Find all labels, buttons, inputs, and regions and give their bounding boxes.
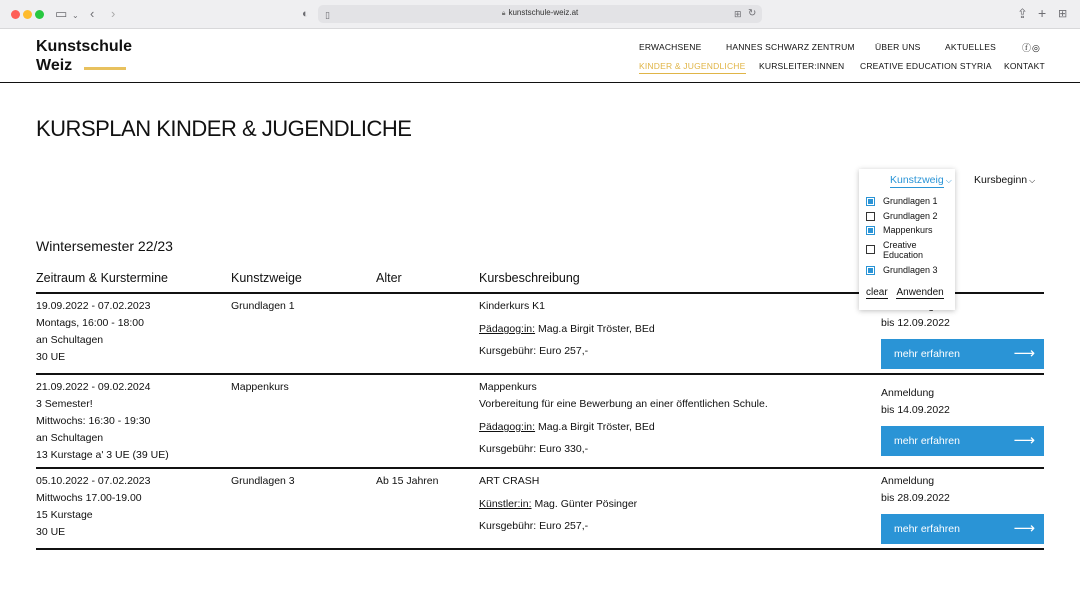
course-1-branch: Grundlagen 1: [231, 300, 295, 312]
checkbox[interactable]: [866, 266, 875, 275]
share-icon[interactable]: ⇪: [1017, 6, 1028, 21]
facebook-icon[interactable]: ⓕ: [1022, 43, 1033, 53]
course-3-age: Ab 15 Jahren: [376, 475, 439, 487]
nav-aktuelles[interactable]: AKTUELLES: [945, 42, 996, 52]
new-tab-icon[interactable]: +: [1038, 5, 1047, 21]
course-1-dates: 19.09.2022 - 07.02.2023 Montags, 16:00 - 18:00 an Schultagen 30 UE: [36, 300, 151, 363]
chevron-down-icon: ⌵: [1029, 176, 1036, 185]
nav-kontakt[interactable]: KONTAKT: [1004, 61, 1045, 71]
privacy-shield-icon[interactable]: ◐: [302, 8, 309, 20]
forward-icon[interactable]: ›: [111, 6, 116, 21]
course-2-more-button[interactable]: mehr erfahren ⟶: [881, 426, 1044, 456]
sidebar-icon[interactable]: ▭: [55, 6, 68, 21]
filter-kursbeginn[interactable]: Kursbeginn ⌵: [974, 174, 1036, 186]
semester-heading: Wintersemester 22/23: [36, 238, 173, 254]
course-2-dates: 21.09.2022 - 09.02.2024 3 Semester! Mittwochs: 16:30 - 19:30 an Schultagen 13 Kurstage a' 3 UE (39 UE): [36, 381, 169, 461]
nav-kursleiterinnen[interactable]: KURSLEITER:INNEN: [759, 61, 845, 71]
checkbox[interactable]: [866, 245, 875, 254]
course-3-more-button[interactable]: mehr erfahren ⟶: [881, 514, 1044, 544]
course-2-teacher: Pädagog:in: Mag.a Birgit Tröster, BEd: [479, 421, 655, 433]
checkbox[interactable]: [866, 226, 875, 235]
header-divider: [0, 82, 1080, 83]
nav-ueber-uns[interactable]: ÜBER UNS: [875, 42, 921, 52]
nav-hannes-schwarz-zentrum[interactable]: HANNES SCHWARZ ZENTRUM: [726, 42, 855, 52]
course-3-registration-label: Anmeldung: [881, 475, 935, 487]
minimize-window-button[interactable]: [23, 10, 32, 19]
filter-kunstzweig[interactable]: Kunstzweig ⌵: [890, 174, 952, 186]
nav-kinder-jugendliche[interactable]: KINDER & JUGENDLICHE: [639, 61, 746, 71]
course-2-description: Vorbereitung für eine Bewerbung an einer öffentlichen Schule.: [479, 398, 768, 410]
translate-icon[interactable]: ⊞: [734, 9, 742, 19]
course-1-registration-deadline: bis 12.09.2022: [881, 317, 950, 329]
reload-icon[interactable]: ↻: [748, 8, 757, 19]
course-1-title: Kinderkurs K1: [479, 300, 545, 312]
table-divider: [36, 467, 1044, 469]
course-3-branch: Grundlagen 3: [231, 475, 295, 487]
page-icon: ▯: [325, 10, 330, 20]
course-1-teacher: Pädagog:in: Mag.a Birgit Tröster, BEd: [479, 323, 655, 335]
course-3-title: ART CRASH: [479, 475, 540, 487]
column-header-alter: Alter: [376, 271, 402, 285]
arrow-right-icon: ⟶: [1013, 345, 1035, 362]
course-3-fee: Kursgebühr: Euro 257,-: [479, 520, 589, 532]
course-2-registration-deadline: bis 14.09.2022: [881, 404, 950, 416]
browser-toolbar: [0, 0, 1080, 29]
page-title: KURSPLAN KINDER & JUGENDLICHE: [36, 116, 412, 141]
nav-erwachsene[interactable]: ERWACHSENE: [639, 42, 702, 52]
tab-overview-icon[interactable]: ⊞: [1058, 8, 1068, 20]
column-header-kursbeschreibung: Kursbeschreibung: [479, 271, 580, 285]
course-3-dates: 05.10.2022 - 07.02.2023 Mittwochs 17.00-19.00 15 Kurstage 30 UE: [36, 475, 151, 538]
arrow-right-icon: ⟶: [1013, 520, 1035, 537]
column-header-kunstzweige: Kunstzweige: [231, 271, 302, 285]
nav-creative-education-styria[interactable]: CREATIVE EDUCATION STYRIA: [860, 61, 992, 71]
arrow-right-icon: ⟶: [1013, 432, 1035, 449]
close-window-button[interactable]: [11, 10, 20, 19]
lock-icon: 🔒︎: [501, 10, 506, 17]
table-divider: [36, 548, 1044, 550]
checkbox[interactable]: [866, 197, 875, 206]
course-2-registration-label: Anmeldung: [881, 387, 935, 399]
table-divider: [36, 373, 1044, 375]
chevron-down-icon[interactable]: ⌄: [72, 11, 79, 20]
logo-line-2: Weiz: [36, 57, 73, 74]
course-3-teacher: Künstler:in: Mag. Günter Pösinger: [479, 498, 638, 510]
instagram-icon[interactable]: ◎: [1032, 43, 1041, 53]
url-text: kunstschule-weiz.at: [508, 8, 579, 17]
filter-apply-button[interactable]: Anwenden: [896, 287, 944, 298]
logo-accent-bar: [84, 67, 126, 70]
checkbox[interactable]: [866, 212, 875, 221]
logo-line-1: Kunstschule: [36, 38, 133, 55]
course-2-fee: Kursgebühr: Euro 330,-: [479, 443, 589, 455]
course-1-fee: Kursgebühr: Euro 257,-: [479, 345, 589, 357]
course-2-branch: Mappenkurs: [231, 381, 289, 393]
back-icon[interactable]: ‹: [90, 6, 95, 21]
course-2-title: Mappenkurs: [479, 381, 537, 393]
course-1-more-button[interactable]: mehr erfahren ⟶: [881, 339, 1044, 369]
filter-clear-button[interactable]: clear: [866, 287, 888, 298]
zoom-window-button[interactable]: [35, 10, 44, 19]
course-3-registration-deadline: bis 28.09.2022: [881, 492, 950, 504]
kunstzweig-dropdown: Grundlagen 1 Grundlagen 2 Mappenkurs Creative Education Grundlagen 3 clear Anwenden: [859, 169, 955, 310]
chevron-down-icon: ⌵: [945, 176, 952, 185]
address-bar[interactable]: [318, 5, 762, 23]
column-header-zeitraum: Zeitraum & Kurstermine: [36, 271, 168, 285]
